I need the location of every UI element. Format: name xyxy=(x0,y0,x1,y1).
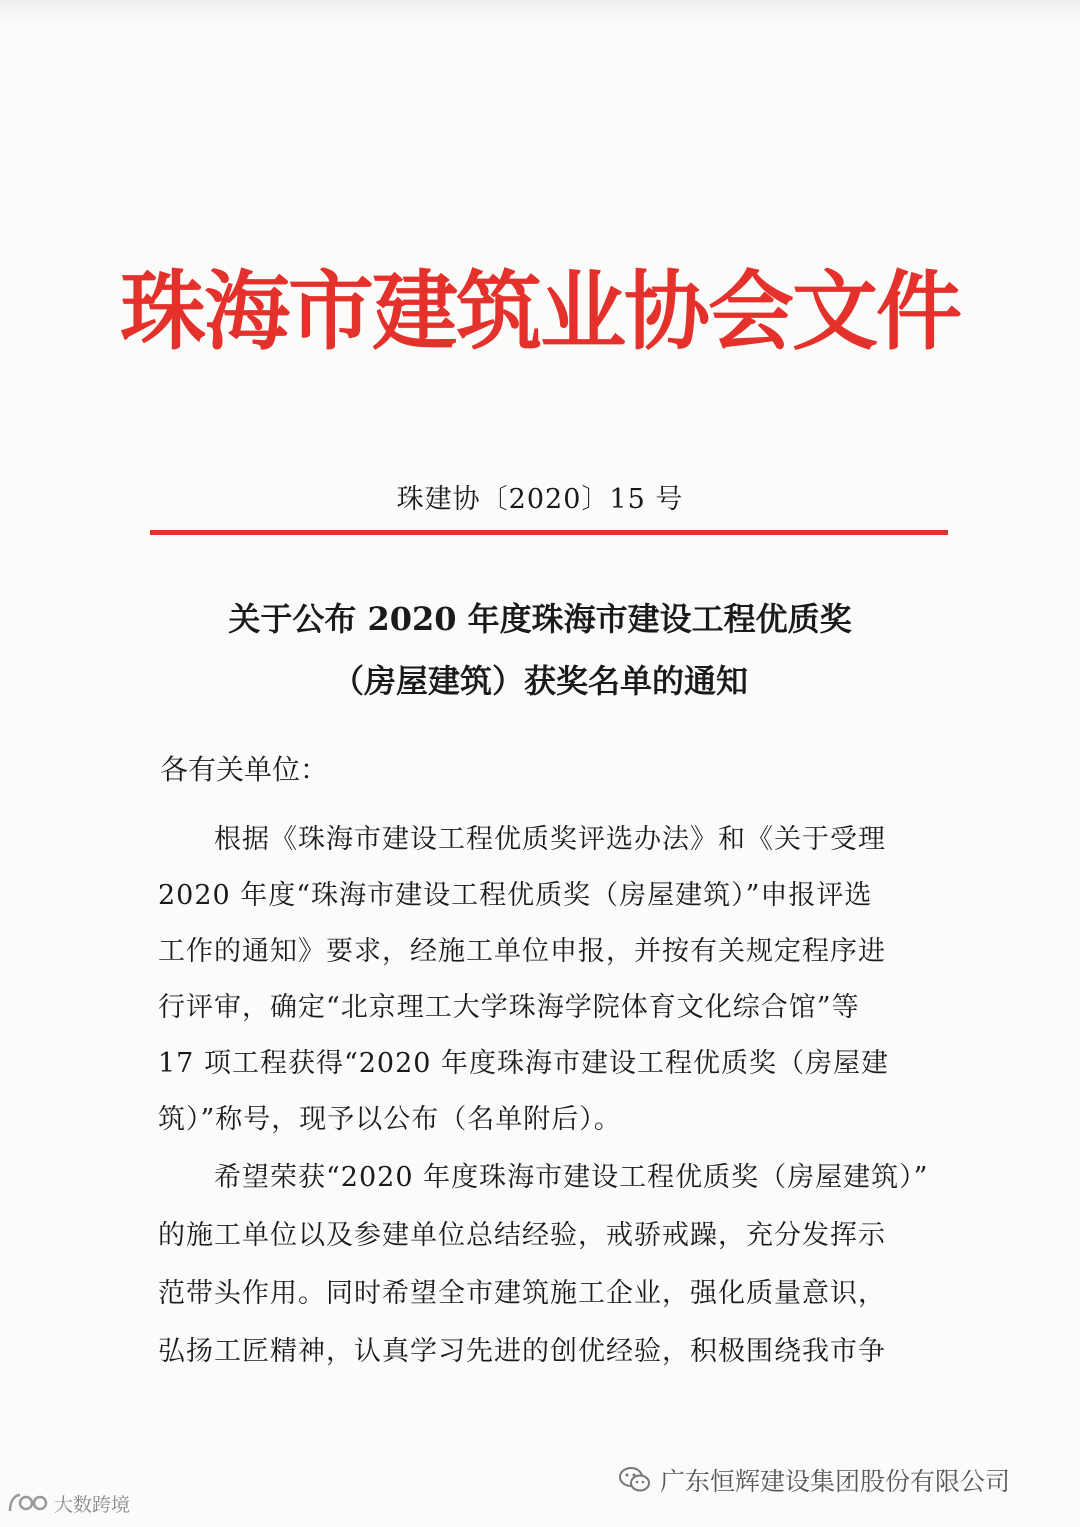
notice-title xyxy=(0,588,1080,712)
account-watermark xyxy=(618,1458,1010,1502)
notice-title-line: 关于公布 2020 年度珠海市建设工程优质奖 xyxy=(228,600,852,638)
account-name: 广东恒辉建设集团股份有限公司 xyxy=(660,1467,1011,1496)
red-divider xyxy=(150,530,948,535)
notice-title-line: （房屋建筑）获奖名单的通知 xyxy=(331,662,748,700)
body-line: 范带头作用。同时希望全市建筑施工企业，强化质量意识， xyxy=(158,1278,886,1309)
salutation: 各有关单位： xyxy=(160,753,329,786)
body-line: 2020 年度“珠海市建设工程优质奖（房屋建筑）”申报评选 xyxy=(158,880,873,911)
body-line: 工作的通知》要求，经施工单位申报，并按有关规定程序进 xyxy=(158,936,886,967)
body-line: 根据《珠海市建设工程优质奖评选办法》和《关于受理 xyxy=(214,824,886,855)
body-line: 17 项工程获得“2020 年度珠海市建设工程优质奖（房屋建 xyxy=(158,1048,890,1079)
document-header-title: 珠海市建筑业协会文件 xyxy=(120,262,960,362)
body-line: 弘扬工匠精神，认真学习先进的创优经验，积极围绕我市争 xyxy=(158,1336,886,1367)
wechat-icon xyxy=(618,1465,652,1495)
body-line: 希望荣获“2020 年度珠海市建设工程优质奖（房屋建筑）” xyxy=(214,1162,929,1193)
body-line: 筑）”称号，现予以公布（名单附后）。 xyxy=(158,1104,622,1135)
corner-watermark xyxy=(6,1488,130,1518)
scan-shadow xyxy=(0,0,1080,22)
document-number: 珠建协〔2020〕15 号 xyxy=(396,484,684,515)
brand-logo-icon xyxy=(6,1491,50,1515)
body-line: 的施工单位以及参建单位总结经验，戒骄戒躁，充分发挥示 xyxy=(158,1220,886,1251)
body-line: 行评审，确定“北京理工大学珠海学院体育文化综合馆”等 xyxy=(158,992,860,1023)
corner-brand-text: 大数跨境 xyxy=(54,1493,131,1516)
